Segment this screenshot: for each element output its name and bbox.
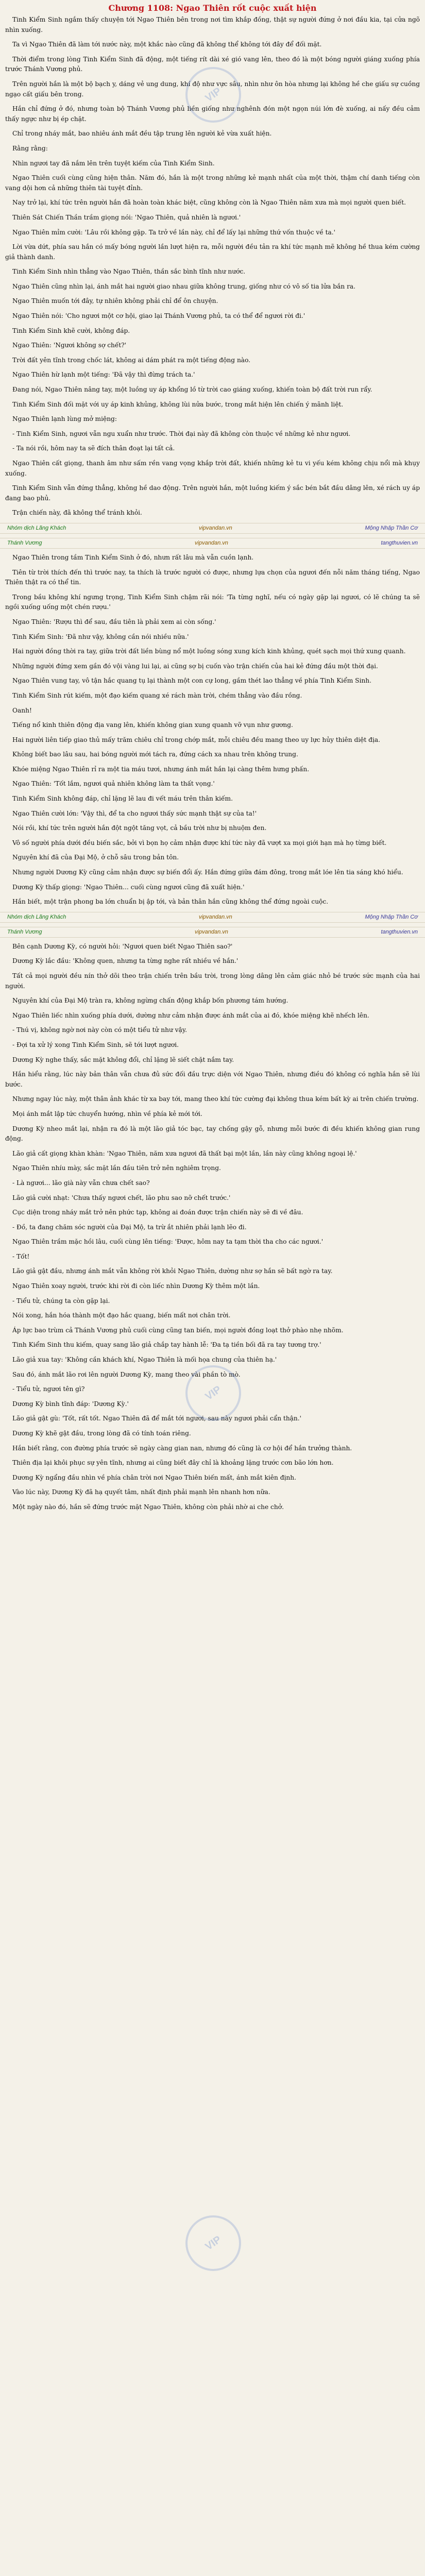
paragraph: Ngao Thiên xoay người, trước khi rời đi còn liếc nhìn Dương Kỳ thêm một lần. bbox=[12, 1282, 260, 1290]
paragraph: Trận chiến này, đã không thể tránh khỏi. bbox=[12, 509, 142, 517]
separator-right: Mộng Nhập Thần Cơ bbox=[365, 524, 418, 531]
paragraph: - Đợi ta xử lý xong Tinh Kiểm Sinh, sẽ tới lượt ngươi. bbox=[12, 1041, 179, 1048]
paragraph: Tinh Kiểm Sinh không đáp, chỉ lặng lẽ lau đi vết máu trên thân kiếm. bbox=[12, 795, 233, 803]
paragraph: Rằng rằng: bbox=[12, 144, 48, 152]
paragraph: Ngao Thiên nhíu mày, sắc mặt lần đầu tiên trở nên nghiêm trọng. bbox=[12, 1164, 221, 1172]
separator-center: vipvandan.vn bbox=[195, 539, 228, 546]
paragraph: Thời điểm trong lòng Tinh Kiểm Sinh đã động, một tiếng rít dài xé gió vang lên, theo đó là một bóng người giáng xuống phía trước Thánh Vương phủ. bbox=[5, 55, 420, 73]
paragraph: Nay trở lại, khí tức trên người hắn đã hoàn toàn khác biệt, cũng không còn là Ngao Thiên năm xưa mà mọi người quen biết. bbox=[12, 199, 406, 207]
paragraph: Ngao Thiên: 'Ngươi không sợ chết?' bbox=[12, 342, 127, 349]
separator-left: Nhóm dịch Lãng Khách bbox=[7, 913, 66, 920]
paragraph: Lão giả gật đầu, nhưng ánh mắt vẫn không rời khỏi Ngao Thiên, dường như sợ hắn sẽ bất ngờ ra tay. bbox=[12, 1267, 333, 1275]
paragraph: Sau đó, ánh mắt lão rơi lên người Dương Kỳ, mang theo vài phần tò mò. bbox=[12, 1370, 241, 1378]
watermark-stamp: VIP bbox=[175, 1354, 252, 1432]
paragraph: Những người đứng xem gần đó vội vàng lui lại, ai cũng sợ bị cuốn vào trận chiến của hai kẻ đứng đầu một thời đại. bbox=[12, 662, 378, 670]
paragraph: Tinh Kiểm Sinh thu kiếm, quay sang lão giả chắp tay hành lễ: 'Đa tạ tiền bối đã ra tay tương trợ.' bbox=[12, 1341, 321, 1349]
paragraph: Nói rồi, khí tức trên người hắn đột ngột tăng vọt, cả bầu trời như bị nhuộm đen. bbox=[12, 824, 267, 832]
chapter-section-3 bbox=[0, 942, 425, 1218]
paragraph: Ngao Thiên: 'Rượu thì để sau, đầu tiên là phải xem ai còn sống.' bbox=[12, 618, 216, 625]
separator-4 bbox=[0, 927, 425, 938]
paragraph: Ngao Thiên muốn tới đây, tự nhiên không phải chỉ để ôn chuyện. bbox=[12, 297, 218, 305]
paragraph: Ngao Thiên cười lớn: 'Vậy thì, để ta cho ngươi thấy sức mạnh thật sự của ta!' bbox=[12, 809, 257, 817]
chapter-section-2 bbox=[0, 553, 425, 907]
separator-2 bbox=[0, 538, 425, 549]
separator-center: vipvandan.vn bbox=[195, 928, 228, 935]
watermark-stamp: VIP bbox=[175, 2205, 252, 2282]
paragraph: Ngao Thiên mỉm cười: 'Lâu rồi không gặp. Ta trở về lần này, chỉ để lấy lại những thứ vốn thuộc về ta.' bbox=[12, 228, 336, 236]
paragraph: Ngao Thiên liếc nhìn xuống phía dưới, dường như cảm nhận được ánh mắt của ai đó, khóe miệng khẽ nhếch lên. bbox=[12, 1011, 369, 1019]
paragraph: Hắn biết rằng, con đường phía trước sẽ ngày càng gian nan, nhưng đó cũng là cơ hội để hắn trưởng thành. bbox=[12, 1444, 352, 1452]
paragraph: Tinh Kiểm Sinh đối mặt với uy áp kinh khủng, không lùi nửa bước, trong mắt hiện lên chiến ý mãnh liệt. bbox=[12, 400, 344, 408]
paragraph: Oanh! bbox=[12, 706, 32, 714]
paragraph: Vô số người phía dưới đều biến sắc, bởi vì bọn họ cảm nhận được khí tức này đã vượt xa mọi giới hạn mà họ từng biết. bbox=[12, 839, 387, 846]
paragraph: Cục diện trong nháy mắt trở nên phức tạp, không ai đoán được trận chiến này sẽ đi về đâu. bbox=[12, 1209, 303, 1216]
separator-left: Thánh Vương bbox=[7, 928, 42, 935]
paragraph: Vào lúc này, Dương Kỳ đã hạ quyết tâm, nhất định phải mạnh lên nhanh hơn nữa. bbox=[12, 1488, 270, 1496]
paragraph: Dương Kỳ ngẩng đầu nhìn về phía chân trời nơi Ngao Thiên biến mất, ánh mắt kiên định. bbox=[12, 1473, 296, 1481]
paragraph: Ngao Thiên lạnh lùng mở miệng: bbox=[12, 415, 117, 423]
paragraph: Lão giả gật gù: 'Tốt, rất tốt. Ngao Thiên đã để mắt tới ngươi, sau này ngươi phải cẩn thận.' bbox=[12, 1415, 302, 1422]
paragraph: - Tiểu tử, ngươi tên gì? bbox=[12, 1385, 85, 1393]
paragraph: Ngao Thiên cuối cùng cũng hiện thân. Năm đó, hắn là một trong những kẻ mạnh nhất của một thời, thậm chí danh tiếng còn vang dội hơn cả những thiên tài tuyệt đỉnh. bbox=[5, 174, 420, 192]
paragraph: Ta vì Ngao Thiên đã làm tới nước này, một khắc nào cũng đã không thể không tới đây để đối mặt. bbox=[12, 41, 322, 48]
chapter-title: Chương 1108: Ngao Thiên rốt cuộc xuất hiện bbox=[108, 3, 317, 13]
paragraph: Hai người liên tiếp giao thủ mấy trăm chiêu chỉ trong chớp mắt, mỗi chiêu đều mang theo uy lực hủy thiên diệt địa. bbox=[12, 736, 380, 743]
paragraph: Chỉ trong nháy mắt, bao nhiêu ánh mắt đều tập trung lên người kẻ vừa xuất hiện. bbox=[12, 130, 272, 138]
paragraph: Một ngày nào đó, hắn sẽ đứng trước mặt Ngao Thiên, không còn phải nhờ ai che chở. bbox=[12, 1503, 284, 1511]
paragraph: Dương Kỳ lắc đầu: 'Không quen, nhưng ta từng nghe rất nhiều về hắn.' bbox=[12, 957, 239, 965]
paragraph: Khóe miệng Ngao Thiên rỉ ra một tia máu tươi, nhưng ánh mắt hắn lại càng thêm hưng phấn. bbox=[12, 765, 310, 773]
paragraph: Bên cạnh Dương Kỳ, có người hỏi: 'Ngươi quen biết Ngao Thiên sao?' bbox=[12, 942, 233, 950]
paragraph: Áp lực bao trùm cả Thánh Vương phủ cuối cùng cũng tan biến, mọi người đồng loạt thở phào nhẹ nhõm. bbox=[12, 1326, 344, 1334]
paragraph: Nhìn ngươi tay đã nắm lên trên tuyệt kiếm của Tinh Kiểm Sinh. bbox=[12, 159, 215, 167]
paragraph: Lời vừa dứt, phía sau hắn có mấy bóng người lần lượt hiện ra, mỗi người đều tản ra khí tức mạnh mẽ không hề thua kém cường giả thành danh. bbox=[5, 243, 420, 261]
chapter-section-4 bbox=[0, 1223, 425, 1513]
paragraph: Lão giả cười nhạt: 'Chưa thấy ngươi chết, lão phu sao nỡ chết trước.' bbox=[12, 1194, 231, 1201]
paragraph: Tinh Kiểm Sinh vẫn đứng thẳng, không hề dao động. Trên người hắn, một luồng kiếm ý sắc bén bắt đầu dâng lên, xé rách uy áp đang bao phủ. bbox=[5, 484, 420, 502]
paragraph: Dương Kỳ thấp giọng: 'Ngao Thiên... cuối cùng ngươi cũng đã xuất hiện.' bbox=[12, 883, 245, 891]
watermark-stamp: VIP bbox=[175, 56, 252, 133]
paragraph: - Tốt! bbox=[12, 1252, 30, 1260]
paragraph: Ngao Thiên vung tay, vô tận hắc quang tụ lại thành một con cự long, gầm thét lao thẳng về phía Tinh Kiểm Sinh. bbox=[12, 677, 371, 685]
paragraph: Đang nói, Ngao Thiên nâng tay, một luồng uy áp khổng lồ từ trời cao giáng xuống, khiến toàn bộ đất trời run rẩy. bbox=[12, 386, 372, 394]
paragraph: - Ta nói rồi, hôm nay ta sẽ đích thân đoạt lại tất cả. bbox=[12, 445, 175, 452]
paragraph: Ngao Thiên trong tầm Tinh Kiểm Sinh ở đó, nhưn rất lâu mà vẫn cuồn lạnh. bbox=[12, 553, 254, 561]
paragraph: Hai người đồng thời ra tay, giữa trời đất liền bùng nổ một luồng sóng xung kích kinh khủng, quét sạch mọi thứ xung quanh. bbox=[12, 648, 406, 655]
paragraph: Dương Kỳ nghe thấy, sắc mặt không đổi, chỉ lặng lẽ siết chặt nắm tay. bbox=[12, 1056, 234, 1063]
paragraph: Ngao Thiên trầm mặc hồi lâu, cuối cùng lên tiếng: 'Được, hôm nay ta tạm thời tha cho các ngươi.' bbox=[12, 1238, 324, 1246]
paragraph: Tinh Kiểm Sinh: 'Đã như vậy, không cần nói nhiều nữa.' bbox=[12, 633, 189, 640]
separator-center: vipvandan.vn bbox=[198, 913, 232, 920]
paragraph: Nhưng người Dương Kỳ cũng cảm nhận được sự biến đổi ấy. Hắn đứng giữa đám đông, trong mắt lóe lên tia sáng khó hiểu. bbox=[12, 869, 403, 876]
paragraph: Ngao Thiên: 'Tốt lắm, ngươi quả nhiên không làm ta thất vọng.' bbox=[12, 780, 215, 788]
separator-right: tangthuvien.vn bbox=[381, 539, 418, 546]
paragraph: - Đồ, ta đang chăm sóc người của Đại Mộ, ta trừ ắt nhiên phải lạnh lẽo đi. bbox=[12, 1223, 247, 1231]
paragraph: Lão giả cất giọng khàn khàn: 'Ngao Thiên, năm xưa ngươi đã thất bại một lần, lần này cũng không ngoại lệ.' bbox=[12, 1149, 357, 1157]
paragraph: Ngao Thiên cũng nhìn lại, ánh mắt hai người giao nhau giữa không trung, giống như có vô số tia lửa bắn ra. bbox=[12, 282, 356, 290]
paragraph: Thiên địa lại khôi phục sự yên tĩnh, nhưng ai cũng biết đây chỉ là khoảng lặng trước cơn bão lớn hơn. bbox=[12, 1459, 334, 1467]
paragraph: Ngao Thiên nói: 'Cho ngươi một cơ hội, giao lại Thánh Vương phủ, ta có thể để ngươi rời đi.' bbox=[12, 312, 305, 320]
paragraph: - Là ngươi... lão già này vẫn chưa chết sao? bbox=[12, 1179, 150, 1187]
separator-center: vipvandan.vn bbox=[198, 524, 232, 531]
paragraph: Trời đất yên tĩnh trong chốc lát, không ai dám phát ra một tiếng động nào. bbox=[12, 356, 251, 364]
paragraph: Nguyên khí của Đại Mộ tràn ra, không ngừng chấn động khắp bốn phương tám hướng. bbox=[12, 997, 288, 1005]
separator-3 bbox=[0, 912, 425, 923]
paragraph: Không biết bao lâu sau, hai bóng người mới tách ra, đứng cách xa nhau trên không trung. bbox=[12, 751, 298, 758]
paragraph: Trên người hắn là một bộ bạch y, dáng vẻ ung dung, khí độ như vực sâu, nhìn như ôn hòa nhưng lại không hề che giấu sự cuồng ngạo cất giấu bên trong. bbox=[5, 80, 420, 98]
paragraph: Ngao Thiên cất giọng, thanh âm như sấm rền vang vọng khắp trời đất, khiến những kẻ tu vi yếu kém không chịu nổi mà khụy xuống. bbox=[5, 460, 420, 477]
paragraph: Nguyên khí đã của Đại Mộ, ở chỗ sâu trong bản tôn. bbox=[12, 854, 179, 861]
paragraph: Nhưng ngay lúc này, một thân ảnh khác từ xa bay tới, mang theo khí tức cường đại không thua kém bất kỳ ai trên chiến trường. bbox=[12, 1095, 419, 1103]
paragraph: Tiên từ trời thích đến thì trước nay, ta thích là trước người có được, nhưng lựa chọn của ngươi đến nỗi năm tháng tiếng, Ngao Thiên thật ra có thể tin. bbox=[5, 568, 420, 586]
paragraph: Tiếng nổ kinh thiên động địa vang lên, khiến không gian xung quanh vỡ vụn như gương. bbox=[12, 721, 293, 729]
separator-1 bbox=[0, 523, 425, 534]
paragraph: Hắn hiểu rằng, lúc này bản thân vẫn chưa đủ sức đối đầu trực diện với Ngao Thiên, nhưng điều đó không có nghĩa hắn sẽ lùi bước. bbox=[5, 1071, 420, 1088]
paragraph: Mọi ánh mắt lập tức chuyển hướng, nhìn về phía kẻ mới tới. bbox=[12, 1110, 202, 1117]
separator-left: Thánh Vương bbox=[7, 539, 42, 546]
paragraph: Dương Kỳ nheo mắt lại, nhận ra đó là một lão giả tóc bạc, tay chống gậy gỗ, nhưng mỗi bước đi đều khiến không gian rung động. bbox=[5, 1125, 420, 1143]
chapter-section-1 bbox=[0, 15, 425, 518]
paragraph: - Tiểu tử, chúng ta còn gặp lại. bbox=[12, 1297, 110, 1304]
paragraph: Tất cả mọi người đều nín thở dõi theo trận chiến trên bầu trời, trong lòng dâng lên cảm giác nhỏ bé trước sức mạnh của hai người. bbox=[5, 972, 420, 990]
paragraph: - Thú vị, không ngờ nơi này còn có một tiểu tử như vậy. bbox=[12, 1026, 187, 1034]
paragraph: Nói xong, hắn hóa thành một đạo hắc quang, biến mất nơi chân trời. bbox=[12, 1312, 231, 1319]
paragraph: Tinh Kiểm Sinh rút kiếm, một đạo kiếm quang xé rách màn trời, chém thẳng vào đầu rồng. bbox=[12, 691, 302, 699]
paragraph: Tinh Kiểm Sinh ngắm thấy chuyện tới Ngao Thiên bên trong nơi tìm khắp đồng, thật sự người đứng ở nơi đầu kia, tại cửa ngõ nhìn xuống. bbox=[5, 16, 420, 33]
paragraph: Dương Kỳ bình tĩnh đáp: 'Dương Kỳ.' bbox=[12, 1400, 129, 1408]
paragraph: Dương Kỳ khẽ gật đầu, trong lòng đã có tính toán riêng. bbox=[12, 1430, 191, 1437]
separator-left: Nhóm dịch Lãng Khách bbox=[7, 524, 66, 531]
paragraph: Ngao Thiên hừ lạnh một tiếng: 'Đã vậy thì đừng trách ta.' bbox=[12, 371, 195, 379]
separator-right: Mộng Nhập Thần Cơ bbox=[365, 913, 418, 920]
paragraph: - Tinh Kiểm Sinh, ngươi vẫn ngu xuẩn như trước. Thời đại này đã không còn thuộc về những kẻ như ngươi. bbox=[12, 430, 351, 437]
paragraph: Lão giả xua tay: 'Không cần khách khí, Ngao Thiên là mối họa chung của thiên hạ.' bbox=[12, 1356, 277, 1364]
separator-right: tangthuvien.vn bbox=[381, 928, 418, 935]
paragraph: Hắn biết, một trận phong ba lớn chuẩn bị ập tới, và bản thân hắn cũng không thể đứng ngoài cuộc. bbox=[12, 898, 329, 906]
paragraph: Tinh Kiểm Sinh khẽ cười, không đáp. bbox=[12, 327, 130, 334]
paragraph: Trong bầu không khí ngưng trọng, Tinh Kiểm Sinh chậm rãi nói: 'Ta từng nghĩ, nếu có ngày gặp lại ngươi, có lẽ chúng ta sẽ ngồi xuống uống một chén rượu.' bbox=[5, 593, 420, 611]
paragraph: Hắn chỉ đứng ở đó, nhưng toàn bộ Thánh Vương phủ liền giống như nghênh đón một ngọn núi lớn đè xuống, ai nấy đều cảm thấy ngực như bị ép chặt. bbox=[5, 105, 420, 123]
paragraph: Thiên Sát Chiến Thần trầm giọng nói: 'Ngao Thiên, quả nhiên là ngươi.' bbox=[12, 213, 241, 221]
paragraph: Tinh Kiểm Sinh nhìn thẳng vào Ngao Thiên, thần sắc bình tĩnh như nước. bbox=[12, 268, 246, 276]
